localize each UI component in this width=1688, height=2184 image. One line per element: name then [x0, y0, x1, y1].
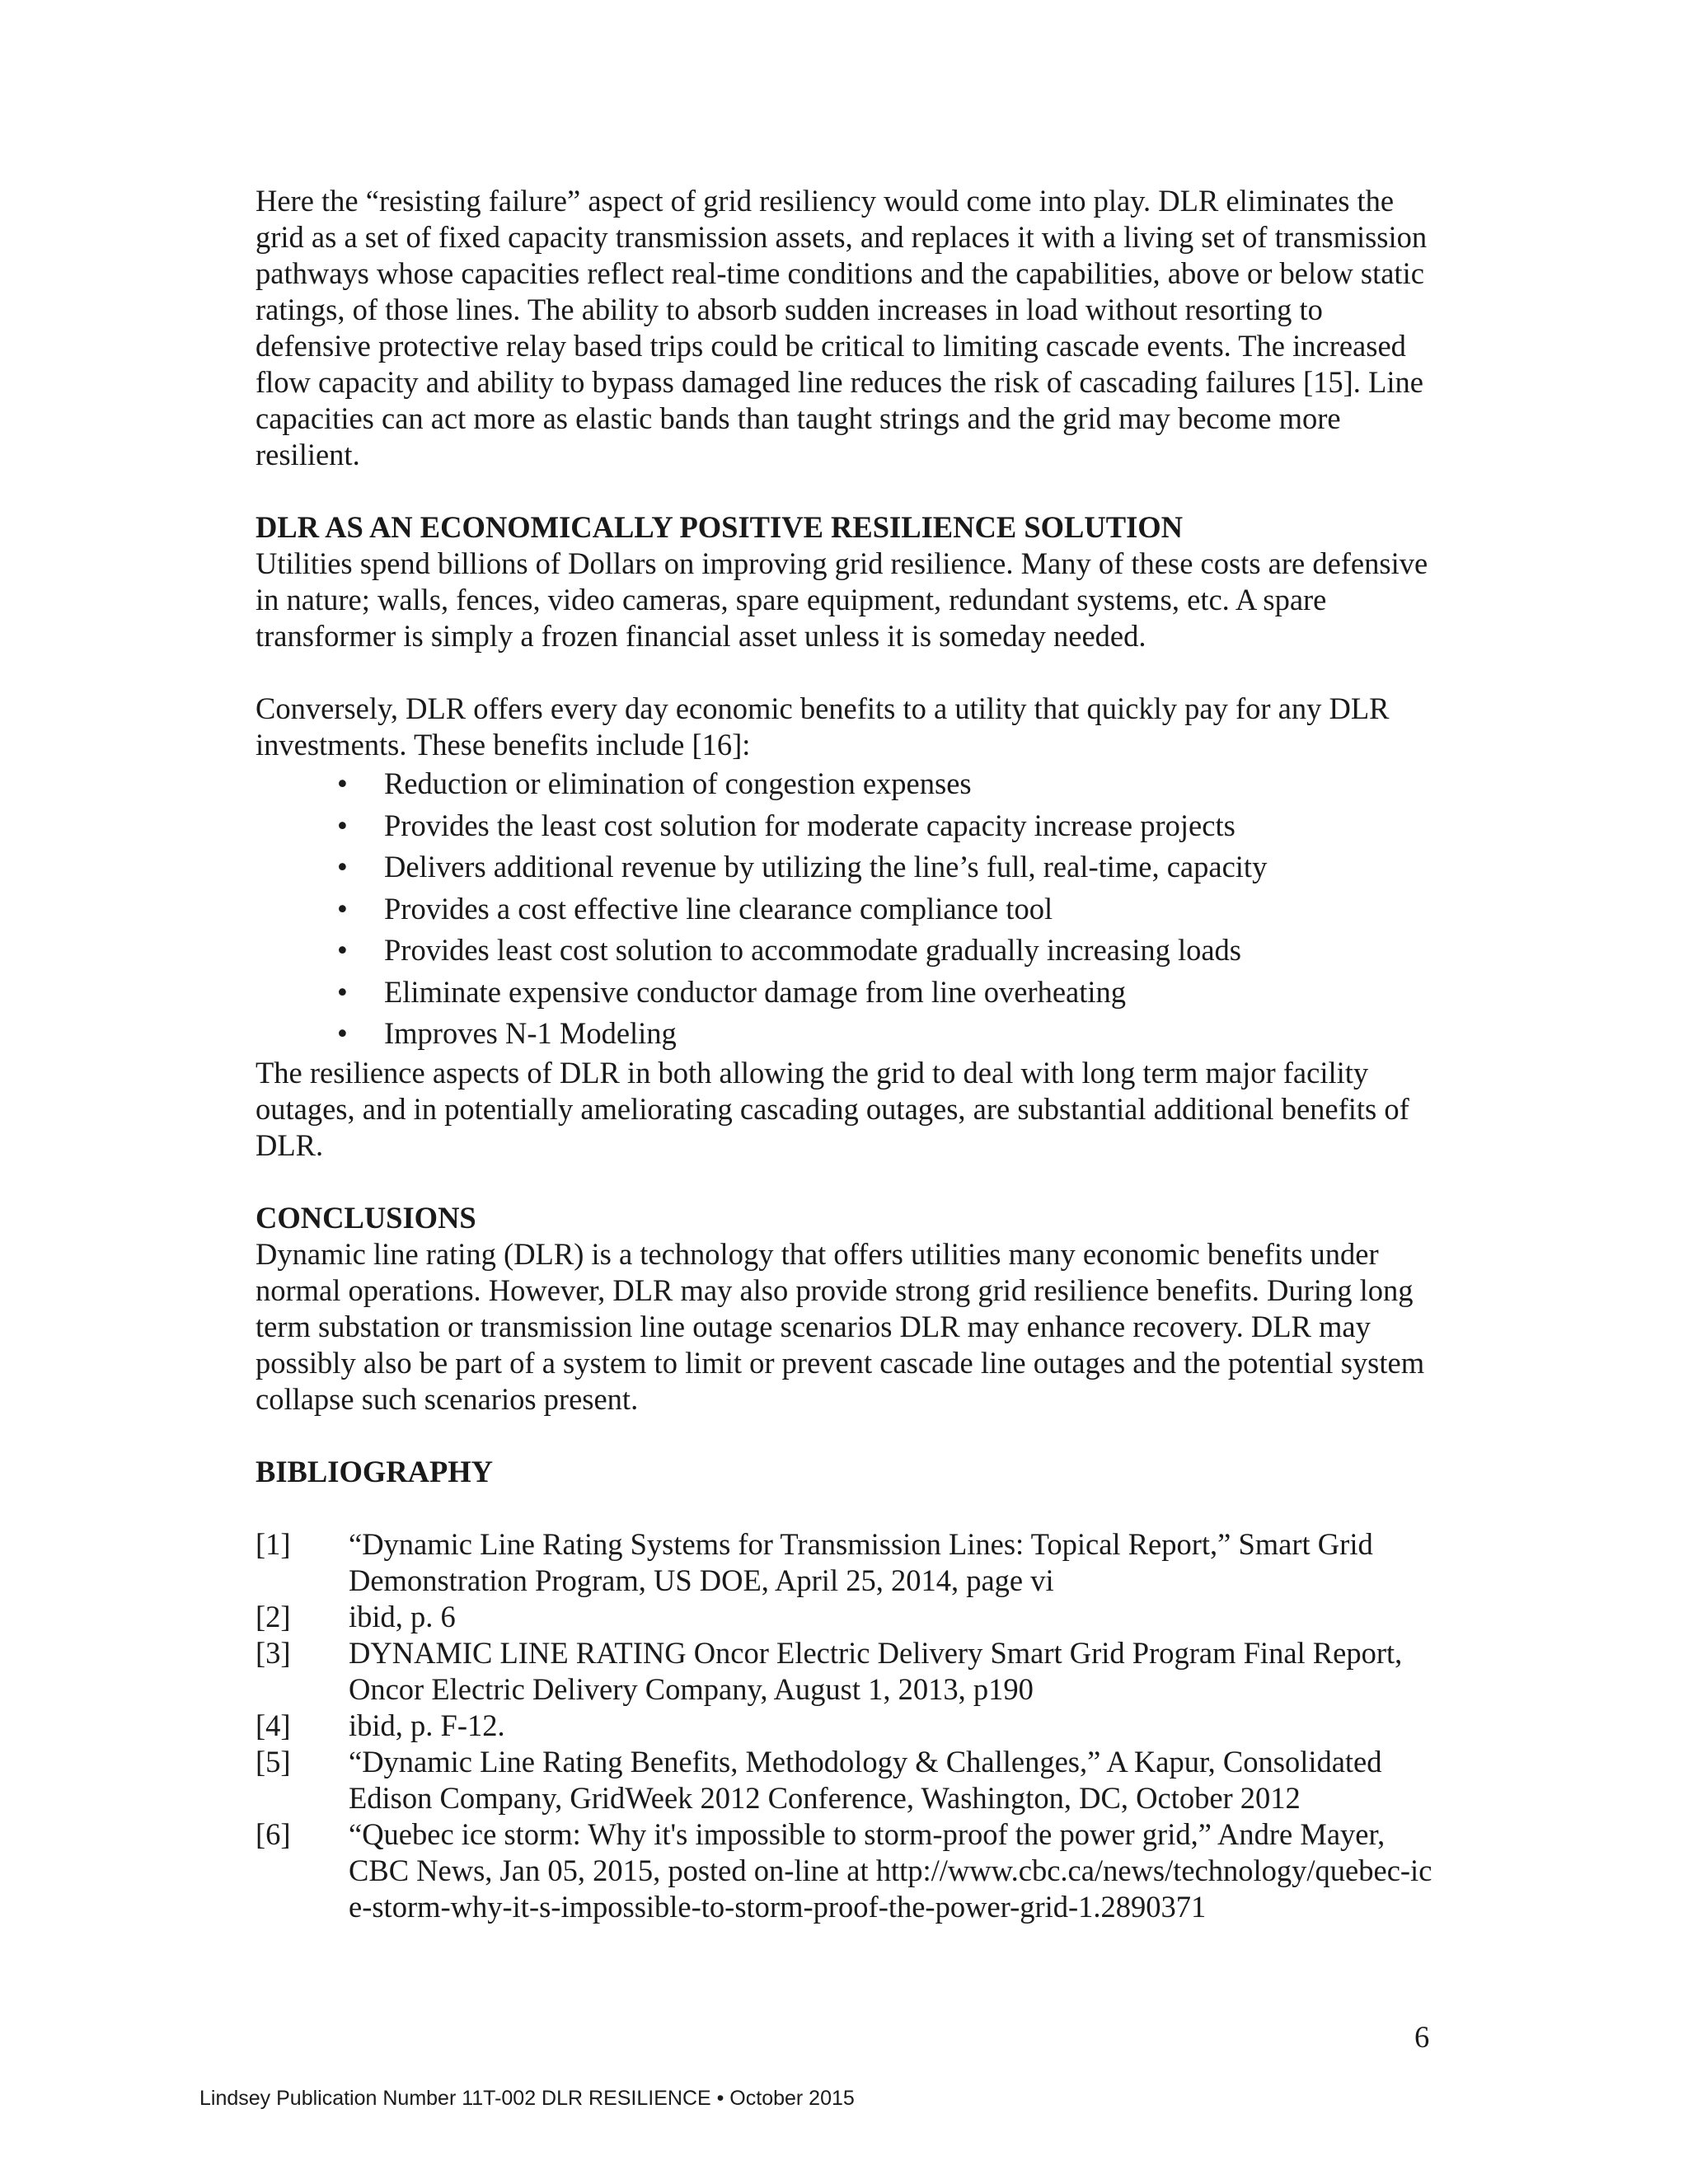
bibliography-number: [6]: [256, 1816, 291, 1851]
bibliography-text: ibid, p. 6: [349, 1599, 456, 1633]
benefit-text: Reduction or elimination of congestion expenses: [384, 766, 972, 800]
bullet-icon: •: [337, 850, 348, 883]
list-item: [256, 1013, 1442, 1055]
bibliography-url: http://www.cbc.ca/news/technology/quebec-ice-storm-why-it-s-impossible-to-storm-proof-the-power-grid-1.2890371: [349, 1853, 1432, 1924]
bullet-icon: •: [337, 933, 348, 967]
page-number: 6: [1414, 2020, 1430, 2054]
benefit-text: Improves N-1 Modeling: [384, 1016, 677, 1050]
bullet-icon: •: [337, 974, 348, 1009]
economic-section-heading: DLR AS AN ECONOMICALLY POSITIVE RESILIENCE SOLUTION: [256, 510, 1184, 544]
benefit-text: Delivers additional revenue by utilizing the line’s full, real-time, capacity: [384, 850, 1268, 883]
bibliography-number: [2]: [256, 1599, 291, 1633]
intro-paragraph: Here the “resisting failure” aspect of grid resiliency would come into play. DLR eliminates the grid as a set of fixed capacity transmission assets, and replaces it with a living set of transmission pathways whose capacities reflect real-time conditions and the capabilities, above or below static ratings, of those lines. The ability to absorb sudden increases in load without resorting to defensive protective relay based trips could be critical to limiting cascade events. The increased flow capacity and ability to bypass damaged line reduces the risk of cascading failures [15]. Line capacities can act more as elastic bands than taught strings and the grid may become more resilient.: [256, 184, 1428, 471]
bullet-icon: •: [337, 766, 348, 800]
economic-paragraph-1: Utilities spend billions of Dollars on improving grid resilience. Many of these costs are defensive in nature; walls, fences, video cameras, spare equipment, redundant systems, etc. A spare transformer is simply a frozen financial asset unless it is someday needed.: [256, 546, 1428, 653]
benefits-list: [256, 763, 1442, 1055]
bullet-icon: •: [337, 1016, 348, 1050]
bibliography-entry: [256, 1599, 1442, 1635]
bibliography-text: “Quebec ice storm: Why it's impossible to storm-proof the power grid,” Andre Mayer, CBC News, Jan 05, 2015, posted on-line at: [349, 1816, 1386, 1887]
bullet-icon: •: [337, 808, 348, 842]
bullet-icon: •: [337, 891, 348, 926]
bibliography-entry: [256, 1708, 1442, 1744]
bibliography-entry: [256, 1744, 1442, 1816]
benefit-text: Provides least cost solution to accommodate gradually increasing loads: [384, 933, 1242, 967]
economic-paragraph-2: Conversely, DLR offers every day economic benefits to a utility that quickly pay for any DLR investments. These benefits include [16]:: [256, 691, 1390, 762]
bibliography-number: [1]: [256, 1526, 291, 1561]
list-item: [256, 888, 1442, 930]
list-item: [256, 930, 1442, 972]
page-body: [256, 183, 1442, 1925]
bibliography-text-block: [349, 1816, 1442, 1925]
benefit-text: Eliminate expensive conductor damage from line overheating: [384, 974, 1127, 1009]
bibliography-entry: [256, 1635, 1442, 1708]
page-footer: Lindsey Publication Number 11T-002 DLR RESILIENCE • October 2015: [199, 2087, 855, 2110]
bibliography-number: [5]: [256, 1744, 291, 1779]
conclusions-heading: CONCLUSIONS: [256, 1200, 476, 1235]
bibliography-text: “Dynamic Line Rating Benefits, Methodology & Challenges,” A Kapur, Consolidated Edison Company, GridWeek 2012 Conference, Washington, DC, October 2012: [349, 1744, 1382, 1815]
list-item: [256, 972, 1442, 1014]
conclusions-paragraph: Dynamic line rating (DLR) is a technology that offers utilities many economic benefits under normal operations. However, DLR may also provide strong grid resilience benefits. During long term substation or transmission line outage scenarios DLR may enhance recovery. DLR may possibly also be part of a system to limit or prevent cascade line outages and the potential system collapse such scenarios present.: [256, 1236, 1425, 1416]
bibliography-entry: [256, 1816, 1442, 1925]
bibliography-text: ibid, p. F-12.: [349, 1708, 505, 1742]
bibliography-list: [256, 1526, 1442, 1925]
bibliography-text: DYNAMIC LINE RATING Oncor Electric Delivery Smart Grid Program Final Report, Oncor Electric Delivery Company, August 1, 2013, p190: [349, 1635, 1403, 1706]
list-item: [256, 805, 1442, 847]
list-item: [256, 846, 1442, 888]
bibliography-number: [4]: [256, 1708, 291, 1742]
benefit-text: Provides the least cost solution for moderate capacity increase projects: [384, 808, 1236, 842]
bibliography-number: [3]: [256, 1635, 291, 1670]
bibliography-text: “Dynamic Line Rating Systems for Transmission Lines: Topical Report,” Smart Grid Demonstration Program, US DOE, April 25, 2014, page vi: [349, 1526, 1373, 1597]
benefit-text: Provides a cost effective line clearance compliance tool: [384, 891, 1053, 926]
bibliography-heading: BIBLIOGRAPHY: [256, 1454, 493, 1488]
bibliography-entry: [256, 1526, 1442, 1599]
list-item: [256, 763, 1442, 805]
economic-paragraph-3: The resilience aspects of DLR in both allowing the grid to deal with long term major facility outages, and in potentially ameliorating cascading outages, are substantial additional benefits of DLR.: [256, 1055, 1409, 1162]
